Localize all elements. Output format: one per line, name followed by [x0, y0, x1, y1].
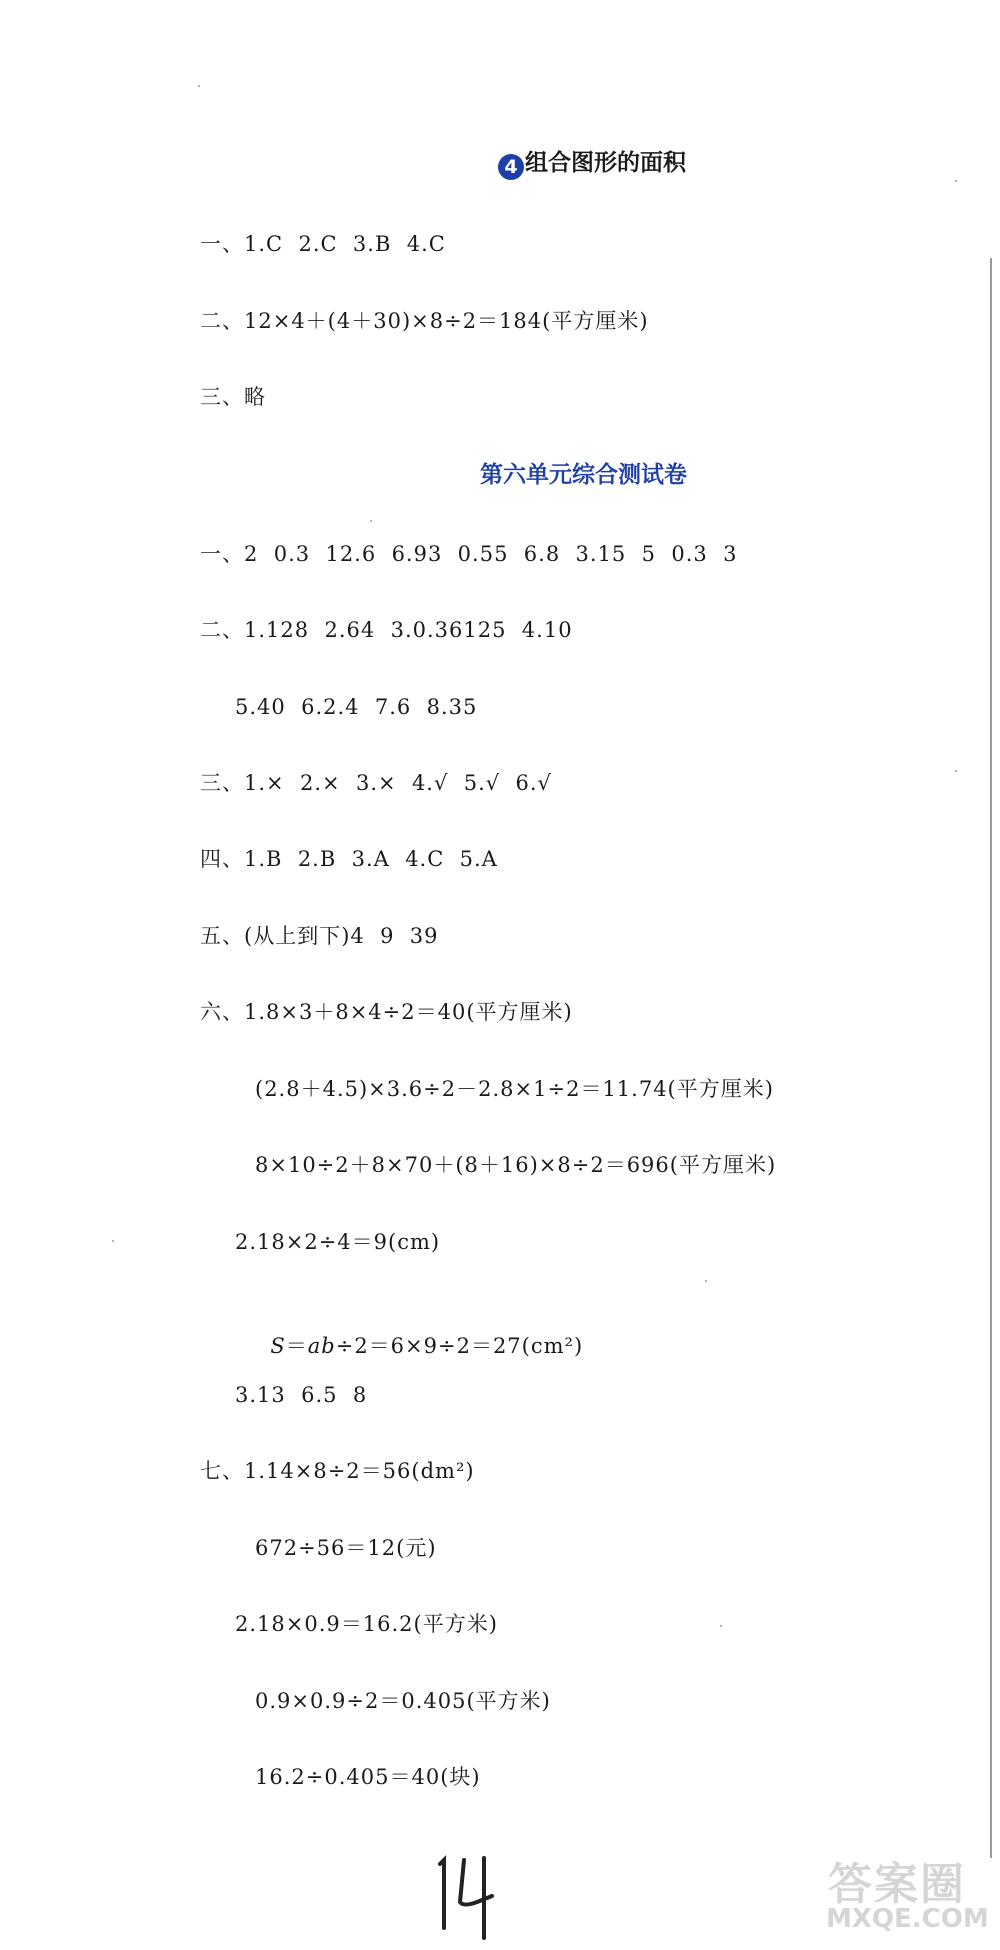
- answer-line: 2.18×2÷4＝9(cm): [235, 1230, 441, 1254]
- watermark-logo: [822, 1848, 992, 1944]
- answer-line: 8×10÷2＋8×70＋(8＋16)×8÷2＝696(平方厘米): [255, 1153, 777, 1177]
- answer-line: 一、2 0.3 12.6 6.93 0.55 6.8 3.15 5 0.3 3: [200, 542, 738, 566]
- handwritten-page-number-text: 14: [430, 1835, 451, 1854]
- answer-line: 二、12×4＋(4＋30)×8÷2＝184(平方厘米): [200, 309, 649, 333]
- answer-line: 四、1.B 2.B 3.A 4.C 5.A: [200, 847, 498, 871]
- section-title-composite-area: [498, 148, 686, 180]
- scan-speck: [370, 520, 372, 522]
- scan-speck: [955, 180, 957, 182]
- formula-rest: ÷2＝6×9÷2＝27(cm²): [335, 1334, 584, 1358]
- scan-speck: [720, 1625, 722, 1627]
- handwritten-page-number: [430, 1835, 510, 1940]
- section-title-unit6-test: 第六单元综合测试卷: [480, 462, 687, 488]
- formula-variable-ab: ab: [307, 1334, 336, 1358]
- answer-line: 一、1.C 2.C 3.B 4.C: [200, 232, 446, 256]
- answer-line: 七、1.14×8÷2＝56(dm²): [200, 1459, 475, 1483]
- scan-speck: [955, 770, 957, 772]
- answer-line: 2.18×0.9＝16.2(平方米): [235, 1612, 498, 1636]
- area-formula-line: [255, 1304, 583, 1360]
- answer-line: 0.9×0.9÷2＝0.405(平方米): [255, 1689, 551, 1713]
- formula-equals: ＝: [285, 1334, 308, 1358]
- watermark-en: MXQE.COM: [826, 1904, 989, 1934]
- watermark-cn: 答案圈: [828, 1859, 966, 1910]
- answer-line: 三、1.× 2.× 3.× 4.√ 5.√ 6.√: [200, 771, 552, 795]
- answer-line: 16.2÷0.405＝40(块): [255, 1765, 481, 1789]
- section-number-badge: 4: [498, 154, 524, 180]
- answer-line: 5.40 6.2.4 7.6 8.35: [235, 695, 478, 719]
- scan-speck: [705, 1280, 707, 1282]
- answer-line: (2.8＋4.5)×3.6÷2－2.8×1÷2＝11.74(平方厘米): [255, 1077, 774, 1101]
- answer-line: 672÷56＝12(元): [255, 1536, 437, 1560]
- scan-speck: [198, 85, 200, 87]
- answer-line: 五、(从上到下)4 9 39: [200, 924, 439, 948]
- answer-line: 二、1.128 2.64 3.0.36125 4.10: [200, 618, 573, 642]
- answer-line: 三、略: [200, 385, 266, 409]
- formula-variable-s: S: [270, 1334, 286, 1358]
- scan-speck: [112, 1240, 114, 1242]
- answer-line: 3.13 6.5 8: [235, 1383, 368, 1407]
- answer-line: 六、1.8×3＋8×4÷2＝40(平方厘米): [200, 1000, 573, 1024]
- section-title-text: 组合图形的面积: [525, 150, 686, 176]
- margin-rule: [990, 258, 992, 1858]
